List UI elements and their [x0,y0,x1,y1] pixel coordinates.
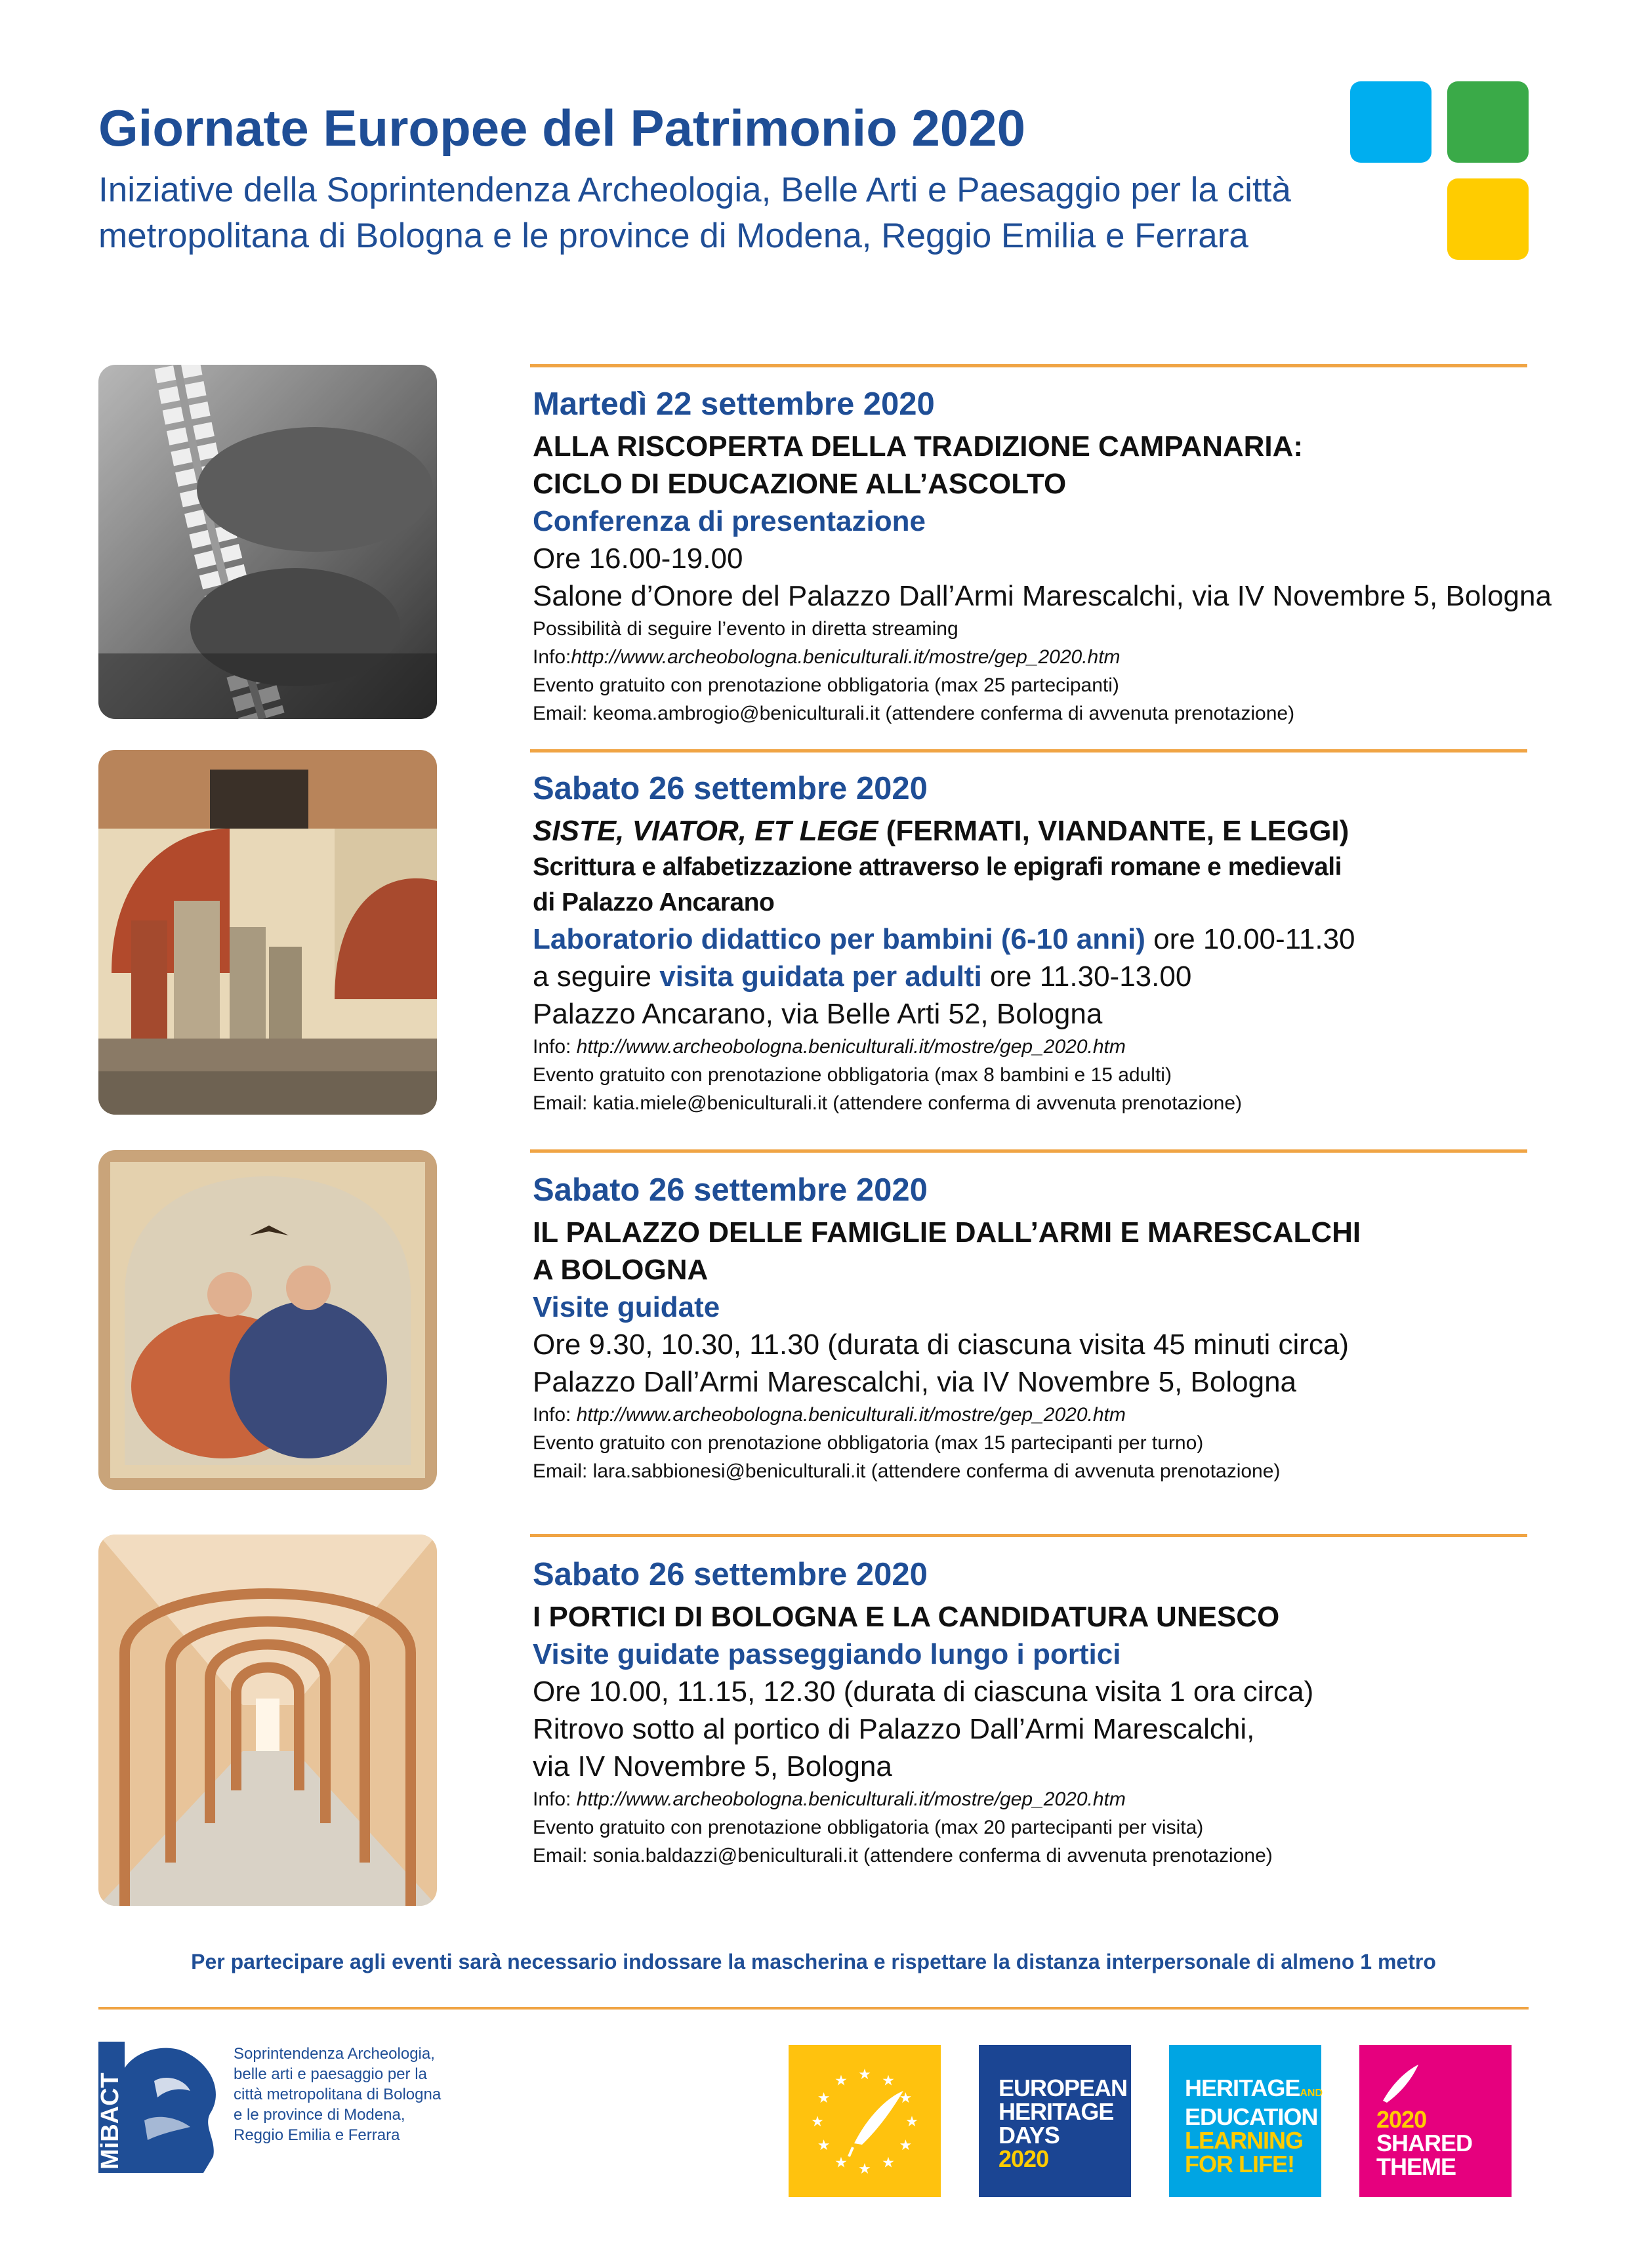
event-booking: Evento gratuito con prenotazione obbligatoria (max 15 partecipanti per turno) [533,1432,1204,1454]
event-lab: Laboratorio didattico per bambini (6-10 anni) ore 10.00-11.30 [533,923,1355,955]
event-date: Sabato 26 settembre 2020 [533,1557,928,1592]
info-link[interactable]: http://www.archeobologna.beniculturali.it/mostre/gep_2020.htm [576,1404,1126,1426]
event-title: A BOLOGNA [533,1254,709,1286]
event-divider [530,749,1527,753]
brand-square-yellow [1447,178,1529,260]
event-title: CICLO DI EDUCAZIONE ALL’ASCOLTO [533,468,1067,500]
event-email[interactable]: Email: keoma.ambrogio@beniculturali.it (attendere conferma di avvenuta prenotazione) [533,703,1295,724]
eu-star-icon: ★ [905,2113,918,2130]
event-date: Sabato 26 settembre 2020 [533,771,928,806]
page-subtitle: Iniziative della Soprintendenza Archeologia, Belle Arti e Paesaggio per la città metropolitana di Bologna e le province di Modena, Reggio Emilia e Ferrara [98,171,1291,255]
event-title: SISTE, VIATOR, ET LEGE (FERMATI, VIANDANTE, E LEGGI) [533,815,1349,847]
event-3 [533,1170,1530,1485]
eu-star-icon: ★ [834,2154,848,2171]
event-place: Ritrovo sotto al portico di Palazzo Dall’Armi Marescalchi, [533,1713,1255,1745]
eu-star-icon: ★ [817,2137,831,2153]
event-subtitle: Visite guidate passeggiando lungo i portici [533,1638,1121,1670]
event-info: Info: http://www.archeobologna.beniculturali.it/mostre/gep_2020.htm [533,1788,1126,1810]
shared-theme-logo: 2020 SHARED THEME [1359,2045,1512,2197]
event-place: Palazzo Dall’Armi Marescalchi, via IV Novembre 5, Bologna [533,1366,1297,1398]
event-follow: a seguire visita guidata per adulti ore 11.30-13.00 [533,960,1192,993]
event-date: Sabato 26 settembre 2020 [533,1172,928,1208]
event-divider [530,364,1527,367]
event-4 [533,1555,1530,1870]
event-place: Salone d’Onore del Palazzo Dall’Armi Marescalchi, via IV Novembre 5, Bologna [533,580,1552,612]
event-date: Martedì 22 settembre 2020 [533,386,935,422]
event-divider [530,1149,1527,1153]
info-link[interactable]: http://www.archeobologna.beniculturali.it/mostre/gep_2020.htm [576,1036,1126,1058]
event-title: ALLA RISCOPERTA DELLA TRADIZIONE CAMPANARIA: [533,430,1304,463]
event-title: IL PALAZZO DELLE FAMIGLIE DALL’ARMI E MARESCALCHI [533,1216,1361,1248]
event-time: Ore 9.30, 10.30, 11.30 (durata di ciascuna visita 45 minuti circa) [533,1329,1349,1361]
eu-star-icon: ★ [811,2113,824,2130]
eu-star-icon: ★ [882,2072,895,2089]
mibact-logo [98,2042,223,2173]
mibact-text: Soprintendenza Archeologia, belle arti e paesaggio per la città metropolitana di Bologna e le province di Modena, Reggio Emilia e Ferrara [234,2045,442,2144]
event-time: Ore 16.00-19.00 [533,543,743,575]
eu-star-icon: ★ [858,2066,871,2082]
european-heritage-days-logo: EUROPEAN HERITAGE DAYS 2020 [979,2045,1131,2197]
event-time: Ore 10.00, 11.15, 12.30 (durata di ciascuna visita 1 ora circa) [533,1676,1314,1708]
event-email[interactable]: Email: katia.miele@beniculturali.it (attendere conferma di avvenuta prenotazione) [533,1092,1243,1114]
event-info: Info:http://www.archeobologna.beniculturali.it/mostre/gep_2020.htm [533,646,1121,668]
bologna-porticoes-photo [98,1535,437,1906]
brand-square-blue [1350,81,1431,163]
hands-rope-photo [98,365,437,719]
info-link[interactable]: http://www.archeobologna.beniculturali.it/mostre/gep_2020.htm [576,1788,1126,1810]
event-subtitle: Visite guidate [533,1291,720,1323]
safety-notice: Per partecipare agli eventi sarà necessario indossare la mascherina e rispettare la distanza interpersonale di almeno 1 metro [191,1950,1436,1973]
eu-stars-feather-logo [789,2045,941,2197]
eu-star-icon: ★ [899,2137,913,2153]
event-2 [533,769,1530,1117]
event-subtitle: Conferenza di presentazione [533,505,926,537]
event-booking: Evento gratuito con prenotazione obbligatoria (max 20 partecipanti per visita) [533,1817,1204,1838]
event-info: Info: http://www.archeobologna.beniculturali.it/mostre/gep_2020.htm [533,1036,1126,1058]
event-streaming: Possibilità di seguire l’evento in diretta streaming [533,618,958,640]
mibact-label: MiBACT [98,2072,124,2170]
event-1 [533,384,1552,728]
fresco-painting-photo [98,1150,437,1490]
heritage-education-logo: HERITAGEAND EDUCATION LEARNING FOR LIFE! [1169,2045,1321,2197]
page-title: Giornate Europee del Patrimonio 2020 [98,99,1026,157]
event-booking: Evento gratuito con prenotazione obbligatoria (max 25 partecipanti) [533,674,1119,696]
portico-epigraphs-photo [98,750,437,1115]
event-place: via IV Novembre 5, Bologna [533,1750,892,1783]
footer-divider [98,2007,1529,2010]
event-description: di Palazzo Ancarano [533,888,775,917]
event-place: Palazzo Ancarano, via Belle Arti 52, Bologna [533,998,1103,1030]
eu-star-icon: ★ [882,2154,895,2171]
event-info: Info: http://www.archeobologna.beniculturali.it/mostre/gep_2020.htm [533,1404,1126,1426]
eu-star-icon: ★ [858,2160,871,2177]
event-email[interactable]: Email: sonia.baldazzi@beniculturali.it (attendere conferma di avvenuta prenotazione) [533,1845,1273,1866]
eu-star-icon: ★ [834,2072,848,2089]
event-email[interactable]: Email: lara.sabbionesi@beniculturali.it (attendere conferma di avvenuta prenotazione) [533,1460,1281,1482]
event-title: I PORTICI DI BOLOGNA E LA CANDIDATURA UNESCO [533,1601,1280,1633]
info-link[interactable]: http://www.archeobologna.beniculturali.it/mostre/gep_2020.htm [571,646,1121,668]
event-divider [530,1534,1527,1537]
event-description: Scrittura e alfabetizzazione attraverso le epigrafi romane e medievali [533,853,1342,881]
event-booking: Evento gratuito con prenotazione obbligatoria (max 8 bambini e 15 adulti) [533,1064,1172,1086]
eu-star-icon: ★ [817,2090,831,2106]
brand-square-green [1447,81,1529,163]
eu-star-icon: ★ [899,2090,913,2106]
